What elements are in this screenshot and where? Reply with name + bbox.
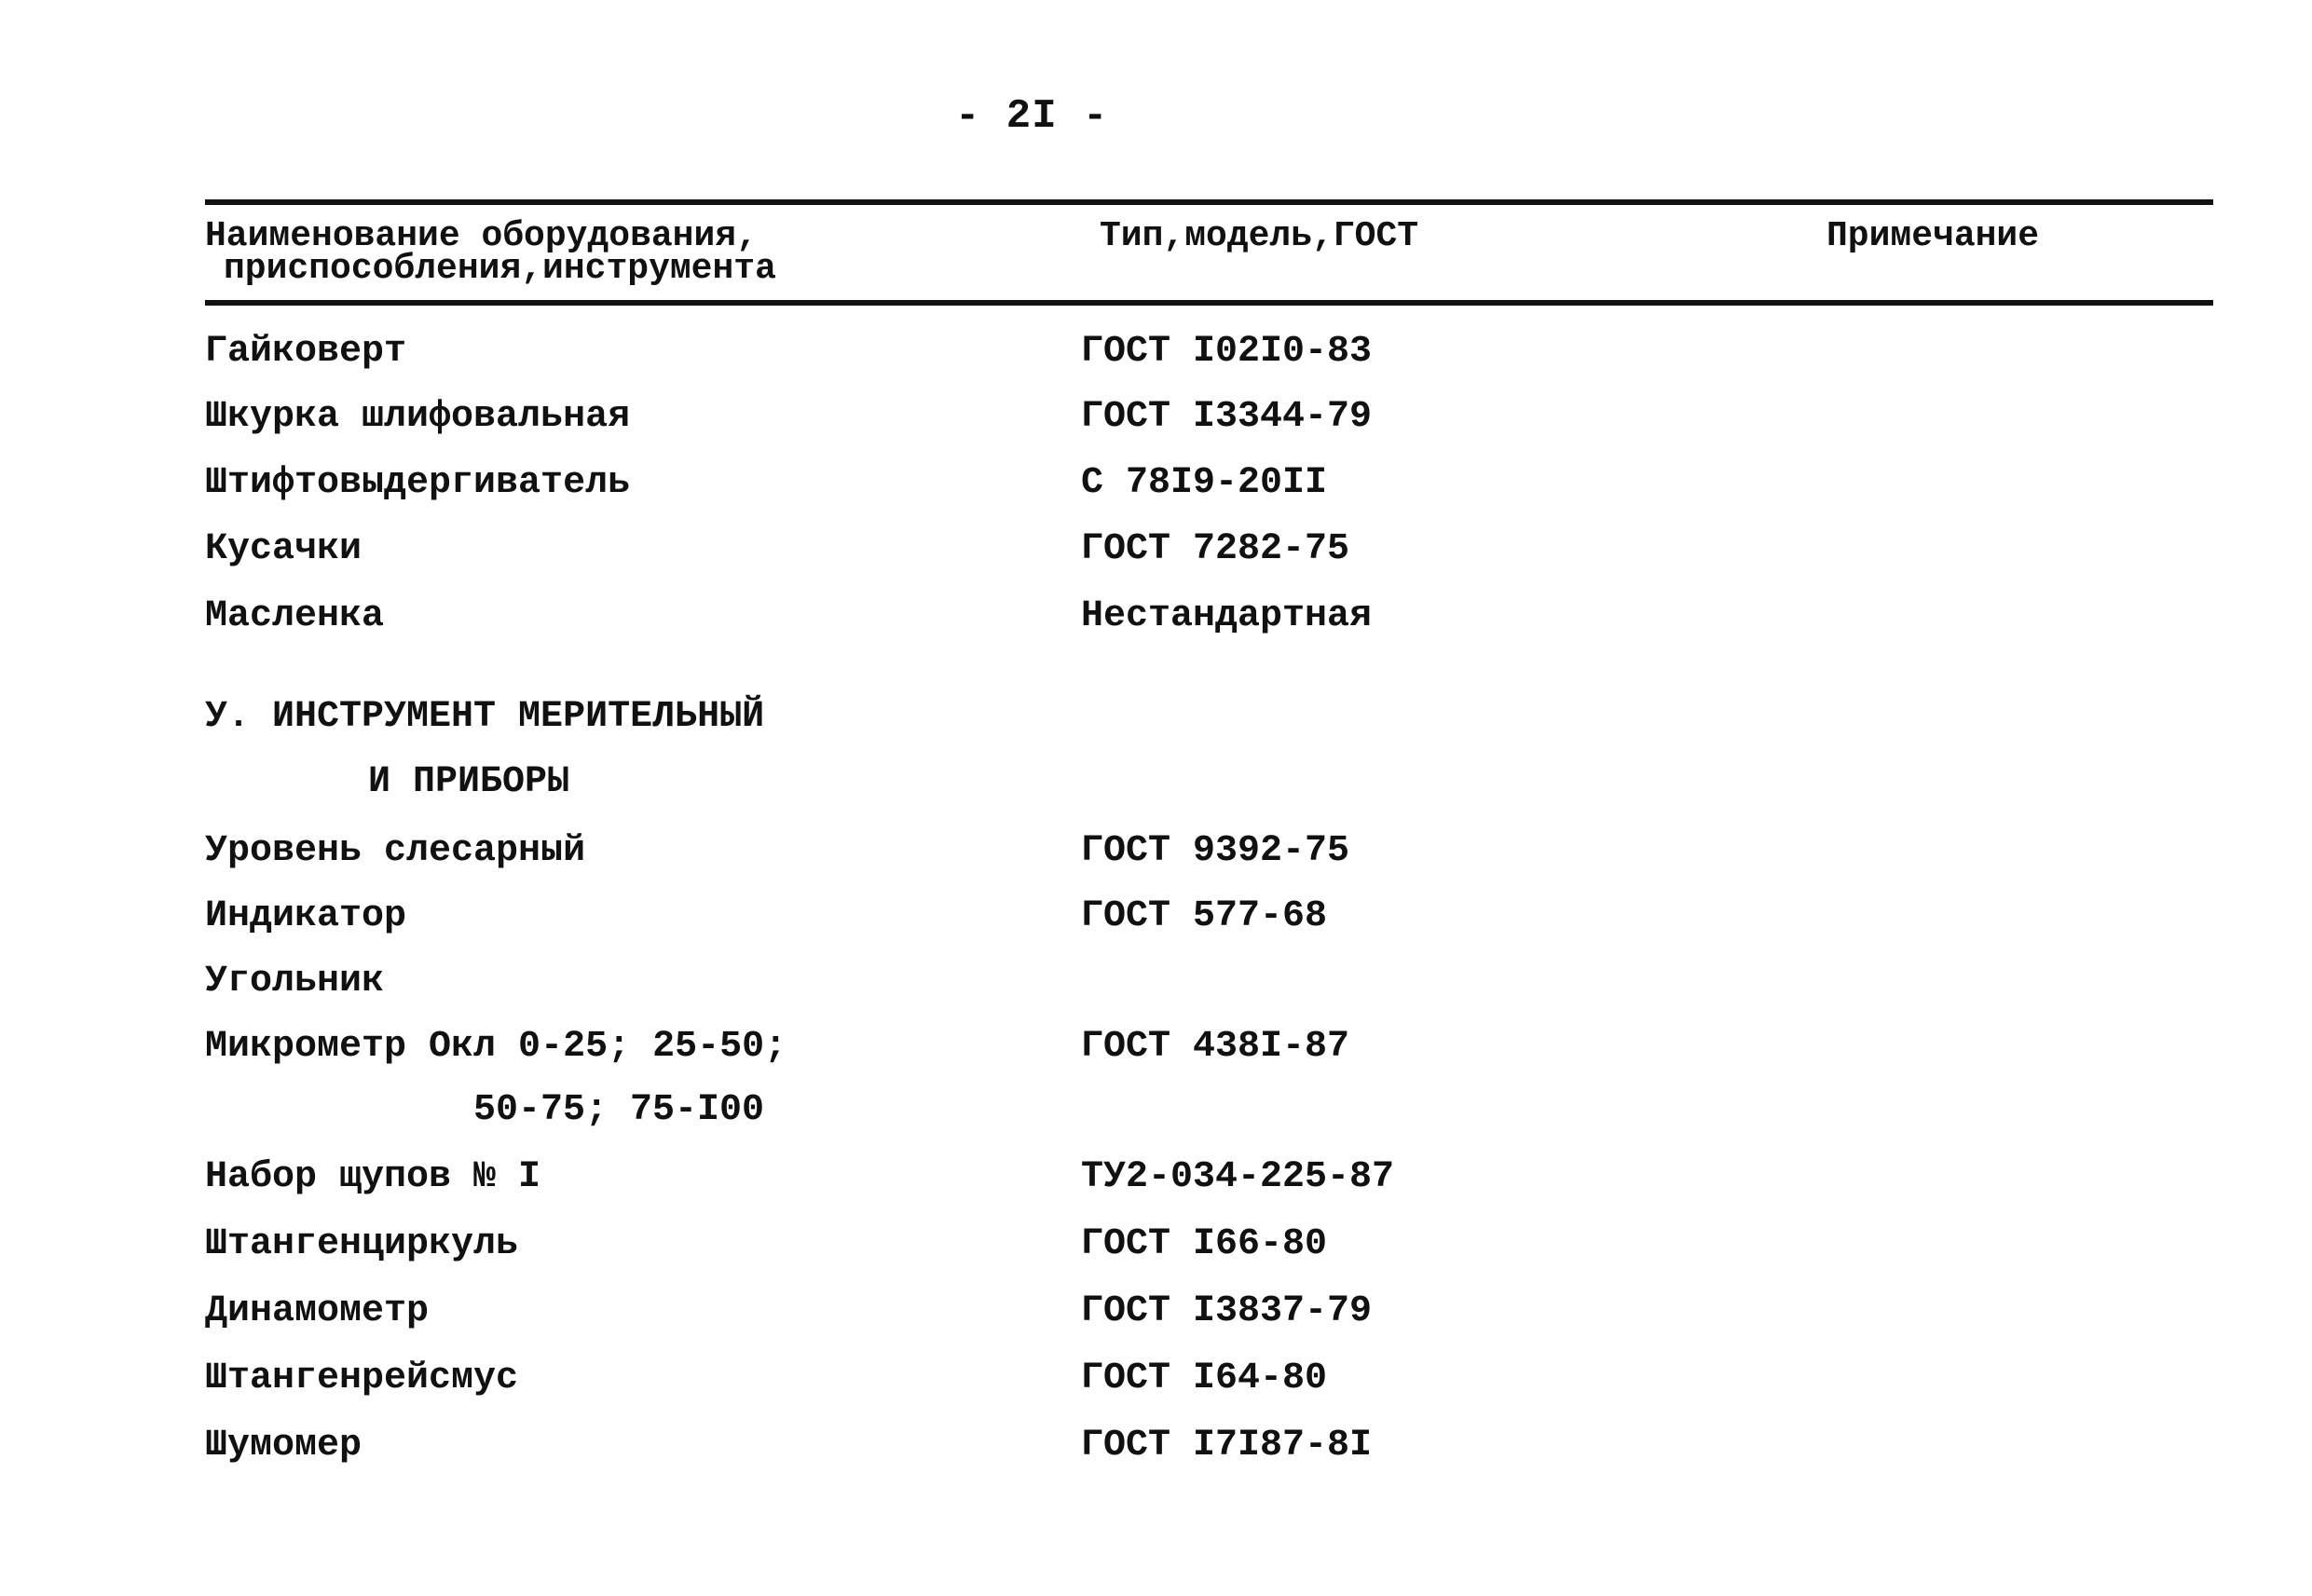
row-name: Шкурка шлифовальная — [205, 396, 631, 438]
row-name: Штангенциркуль — [205, 1223, 519, 1265]
row-name: Гайковерт — [205, 331, 407, 373]
header-note: Примечание — [1826, 216, 2040, 256]
row-type: ГОСТ I3837-79 — [1081, 1290, 1373, 1332]
header-type: Тип,модель,ГОСТ — [1100, 216, 1419, 256]
header-name-line1: Наименование оборудования, — [205, 216, 758, 256]
row-name: Штангенрейсмус — [205, 1357, 519, 1399]
row-name: 50-75; 75-I00 — [473, 1089, 765, 1131]
row-type: Нестандартная — [1081, 595, 1373, 637]
row-name: Шумомер — [205, 1425, 363, 1466]
section-heading-line2: И ПРИБОРЫ — [368, 761, 570, 803]
row-type: ГОСТ 9392-75 — [1081, 830, 1350, 872]
row-name: Индикатор — [205, 895, 407, 937]
page-number: - 2I - — [955, 93, 1109, 140]
row-type: ГОСТ I7I87-8I — [1081, 1425, 1373, 1466]
row-type: ГОСТ 438I-87 — [1081, 1026, 1350, 1068]
row-type: ГОСТ I3344-79 — [1081, 396, 1373, 438]
row-name: Масленка — [205, 595, 385, 637]
row-name: Микрометр Окл 0-25; 25-50; — [205, 1026, 787, 1068]
row-type: ГОСТ I66-80 — [1081, 1223, 1328, 1265]
table-header-rule — [205, 300, 2213, 306]
row-name: Динамометр — [205, 1290, 430, 1332]
row-type: ГОСТ 577-68 — [1081, 895, 1328, 937]
row-name: Уровень слесарный — [205, 830, 586, 872]
row-name: Набор щупов № I — [205, 1156, 541, 1198]
header-name-line2: приспособления,инструмента — [224, 249, 776, 289]
row-type: ГОСТ 7282-75 — [1081, 528, 1350, 570]
row-name: Кусачки — [205, 528, 363, 570]
row-type: ГОСТ I64-80 — [1081, 1357, 1328, 1399]
section-heading-line1: У. ИНСТРУМЕНТ МЕРИТЕЛЬНЫЙ — [205, 696, 765, 738]
row-name: Штифтовыдергиватель — [205, 462, 631, 504]
row-name: Угольник — [205, 961, 385, 1003]
row-type: ТУ2-034-225-87 — [1081, 1156, 1395, 1198]
row-type: ГОСТ I02I0-83 — [1081, 331, 1373, 373]
table-top-rule — [205, 199, 2213, 205]
row-type: С 78I9-20II — [1081, 462, 1328, 504]
